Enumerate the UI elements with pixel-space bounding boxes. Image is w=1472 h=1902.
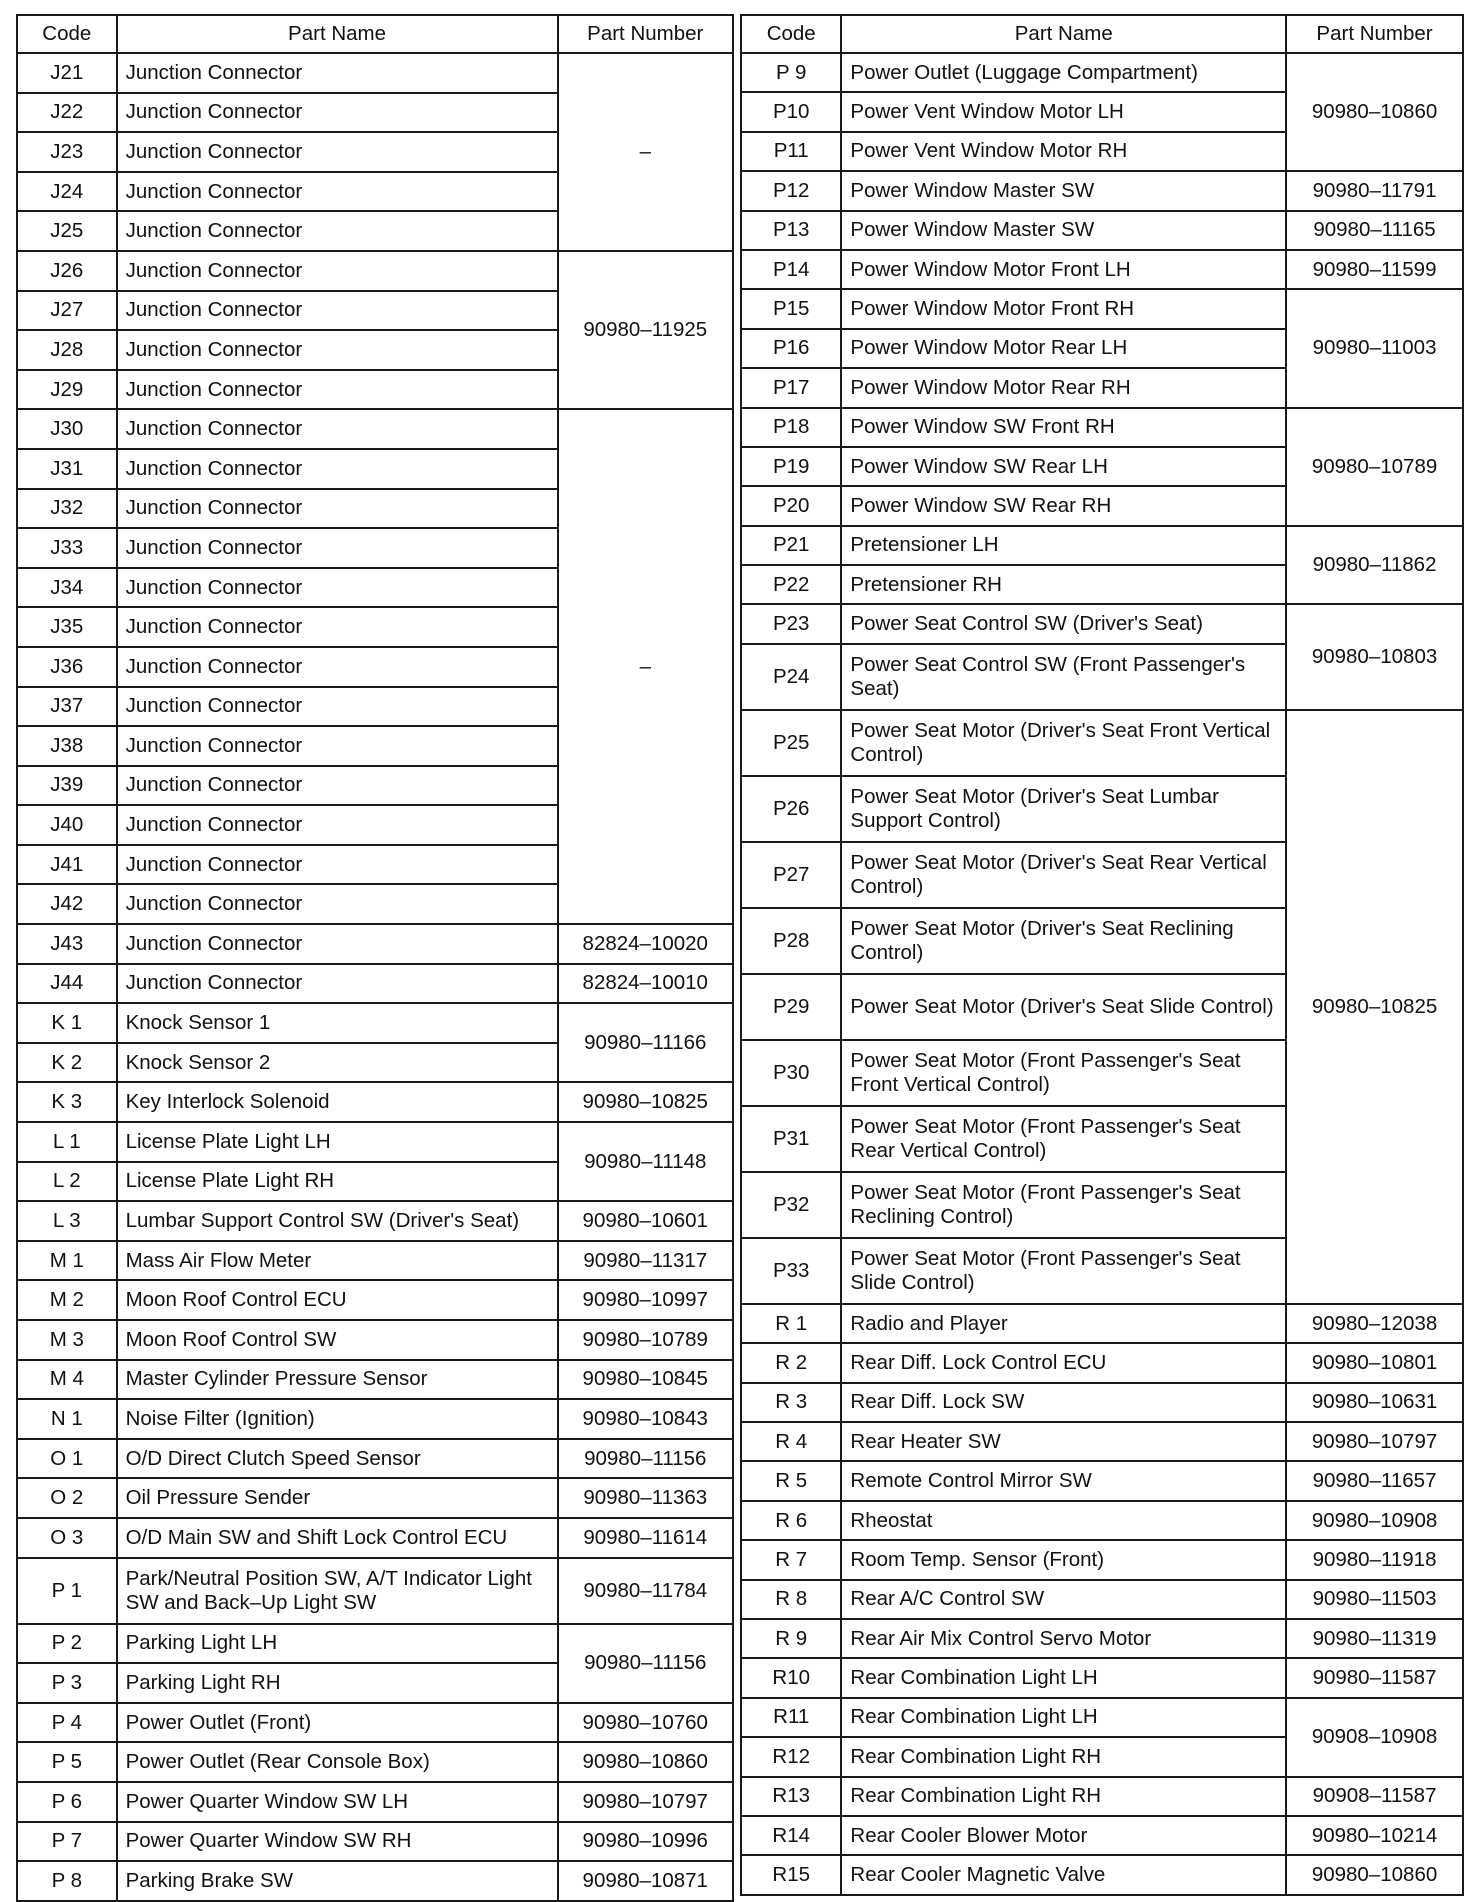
part-number-cell: 90980–11166 [558, 1003, 733, 1082]
table-row [17, 1624, 733, 1664]
part-number-cell: 90980–10860 [1286, 1855, 1463, 1894]
part-number-cell: 90980–10843 [558, 1399, 733, 1439]
code-cell: J42 [17, 884, 117, 924]
part-name-cell: Rear Diff. Lock SW [841, 1383, 1286, 1422]
part-name-cell: Junction Connector [117, 647, 558, 687]
code-cell: P 3 [17, 1663, 117, 1703]
code-cell: P10 [741, 92, 841, 131]
code-cell: P 1 [17, 1558, 117, 1624]
table-row [741, 1422, 1463, 1461]
table-row [741, 1619, 1463, 1658]
part-name-cell: O/D Direct Clutch Speed Sensor [117, 1439, 558, 1479]
code-cell: P17 [741, 368, 841, 407]
part-number-cell: 90980–10860 [1286, 53, 1463, 171]
code-cell: P22 [741, 565, 841, 604]
part-name-cell: Knock Sensor 2 [117, 1043, 558, 1083]
code-cell: P11 [741, 132, 841, 171]
part-number-cell: 90980–11925 [558, 251, 733, 409]
part-number-cell: 90980–11003 [1286, 289, 1463, 407]
code-cell: L 3 [17, 1201, 117, 1241]
code-cell: P28 [741, 908, 841, 974]
part-name-cell: Power Window Motor Front LH [841, 250, 1286, 289]
part-name-cell: Power Window Motor Front RH [841, 289, 1286, 328]
code-cell: N 1 [17, 1399, 117, 1439]
part-name-cell: Junction Connector [117, 409, 558, 449]
code-cell: P27 [741, 842, 841, 908]
code-cell: P15 [741, 289, 841, 328]
part-name-cell: Junction Connector [117, 726, 558, 766]
part-name-cell: Junction Connector [117, 211, 558, 251]
code-cell: P26 [741, 776, 841, 842]
code-cell: J40 [17, 805, 117, 845]
code-cell: R 7 [741, 1540, 841, 1579]
code-cell: R 5 [741, 1461, 841, 1500]
code-cell: J44 [17, 964, 117, 1004]
part-name-cell: Junction Connector [117, 53, 558, 93]
part-number-cell: 90980–11587 [1286, 1658, 1463, 1697]
table-row [17, 1861, 733, 1901]
part-name-cell: Rear Combination Light LH [841, 1658, 1286, 1697]
code-cell: P 4 [17, 1703, 117, 1743]
code-cell: R 6 [741, 1501, 841, 1540]
part-name-cell: Power Window Master SW [841, 171, 1286, 210]
part-name-cell: Rear Combination Light RH [841, 1777, 1286, 1816]
part-name-cell: Power Vent Window Motor RH [841, 132, 1286, 171]
table-row [741, 604, 1463, 643]
part-name-cell: Junction Connector [117, 845, 558, 885]
table-row [17, 1478, 733, 1518]
code-cell: M 3 [17, 1320, 117, 1360]
part-name-cell: Power Seat Motor (Driver's Seat Slide Control) [841, 974, 1286, 1040]
code-cell: K 1 [17, 1003, 117, 1043]
header-part-number: Part Number [558, 15, 733, 53]
code-cell: J28 [17, 330, 117, 370]
part-name-cell: Rear Cooler Blower Motor [841, 1816, 1286, 1855]
part-number-cell: 90980–11363 [558, 1478, 733, 1518]
code-cell: R15 [741, 1855, 841, 1894]
code-cell: J25 [17, 211, 117, 251]
part-number-cell: 90980–11918 [1286, 1540, 1463, 1579]
code-cell: P 8 [17, 1861, 117, 1901]
code-cell: P33 [741, 1238, 841, 1304]
part-name-cell: Lumbar Support Control SW (Driver's Seat) [117, 1201, 558, 1241]
code-cell: J34 [17, 568, 117, 608]
table-row [741, 289, 1463, 328]
code-cell: J35 [17, 607, 117, 647]
part-name-cell: License Plate Light LH [117, 1122, 558, 1162]
code-cell: R13 [741, 1777, 841, 1816]
header-part-number: Part Number [1286, 15, 1463, 53]
code-cell: R12 [741, 1737, 841, 1776]
part-name-cell: Rear Combination Light RH [841, 1737, 1286, 1776]
part-name-cell: Room Temp. Sensor (Front) [841, 1540, 1286, 1579]
part-name-cell: Parking Light LH [117, 1624, 558, 1664]
part-number-cell: 90980–10908 [1286, 1501, 1463, 1540]
table-row [17, 1003, 733, 1043]
part-number-cell: 90980–11503 [1286, 1580, 1463, 1619]
table-row [741, 1383, 1463, 1422]
part-number-cell: 90980–10789 [1286, 408, 1463, 526]
code-cell: R11 [741, 1698, 841, 1737]
part-number-cell: 90980–11791 [1286, 171, 1463, 210]
part-number-cell: 82824–10020 [558, 924, 733, 964]
code-cell: R 9 [741, 1619, 841, 1658]
code-cell: P 2 [17, 1624, 117, 1664]
code-cell: P19 [741, 447, 841, 486]
part-number-cell: 90980–10760 [558, 1703, 733, 1743]
table-row [17, 1320, 733, 1360]
table-row [17, 251, 733, 291]
code-cell: J23 [17, 132, 117, 172]
header-part-name: Part Name [841, 15, 1286, 53]
part-number-cell: 90980–10825 [558, 1082, 733, 1122]
part-name-cell: Junction Connector [117, 93, 558, 133]
part-name-cell: Knock Sensor 1 [117, 1003, 558, 1043]
code-cell: P 7 [17, 1822, 117, 1862]
part-number-cell: 90980–10214 [1286, 1816, 1463, 1855]
part-number-cell: 90980–11317 [558, 1241, 733, 1281]
table-row [17, 53, 733, 93]
part-name-cell: Power Seat Motor (Front Passenger's Seat Slide Control) [841, 1238, 1286, 1304]
part-name-cell: Junction Connector [117, 607, 558, 647]
table-row [741, 408, 1463, 447]
part-number-cell: 90980–10860 [558, 1742, 733, 1782]
code-cell: J37 [17, 687, 117, 727]
code-cell: P30 [741, 1040, 841, 1106]
code-cell: J27 [17, 291, 117, 331]
code-cell: R 2 [741, 1343, 841, 1382]
part-name-cell: Parking Light RH [117, 1663, 558, 1703]
part-name-cell: Rear Cooler Magnetic Valve [841, 1855, 1286, 1894]
table-row [741, 171, 1463, 210]
part-number-cell: 90980–10801 [1286, 1343, 1463, 1382]
table-row [741, 1540, 1463, 1579]
code-cell: O 2 [17, 1478, 117, 1518]
part-name-cell: Junction Connector [117, 132, 558, 172]
code-cell: J26 [17, 251, 117, 291]
part-name-cell: License Plate Light RH [117, 1162, 558, 1202]
part-name-cell: Rear Air Mix Control Servo Motor [841, 1619, 1286, 1658]
part-number-cell: 90980–11148 [558, 1122, 733, 1201]
table-row [17, 1280, 733, 1320]
part-name-cell: Junction Connector [117, 330, 558, 370]
code-cell: J36 [17, 647, 117, 687]
code-cell: P18 [741, 408, 841, 447]
table-row [17, 924, 733, 964]
part-number-cell: 90908–11587 [1286, 1777, 1463, 1816]
part-name-cell: Junction Connector [117, 370, 558, 410]
part-name-cell: Noise Filter (Ignition) [117, 1399, 558, 1439]
part-name-cell: Power Seat Motor (Front Passenger's Seat Rear Vertical Control) [841, 1106, 1286, 1172]
part-name-cell: Power Window SW Front RH [841, 408, 1286, 447]
part-name-cell: Junction Connector [117, 884, 558, 924]
code-cell: K 2 [17, 1043, 117, 1083]
code-cell: P32 [741, 1172, 841, 1238]
part-number-cell: 90980–10825 [1286, 710, 1463, 1304]
table-row [17, 1122, 733, 1162]
table-row [17, 1822, 733, 1862]
code-cell: L 2 [17, 1162, 117, 1202]
part-number-cell: 90980–11614 [558, 1518, 733, 1558]
code-cell: R 4 [741, 1422, 841, 1461]
table-row [741, 1501, 1463, 1540]
table-row [741, 1816, 1463, 1855]
table-row [17, 1082, 733, 1122]
part-name-cell: Pretensioner RH [841, 565, 1286, 604]
code-cell: P 9 [741, 53, 841, 92]
part-number-cell: 90980–10601 [558, 1201, 733, 1241]
code-cell: R 8 [741, 1580, 841, 1619]
part-number-cell: 82824–10010 [558, 964, 733, 1004]
part-name-cell: Key Interlock Solenoid [117, 1082, 558, 1122]
part-name-cell: Power Window Motor Rear RH [841, 368, 1286, 407]
header-part-name: Part Name [117, 15, 558, 53]
table-row [741, 1343, 1463, 1382]
table-row [741, 1777, 1463, 1816]
part-name-cell: Power Quarter Window SW RH [117, 1822, 558, 1862]
part-name-cell: Junction Connector [117, 964, 558, 1004]
part-name-cell: Moon Roof Control SW [117, 1320, 558, 1360]
part-name-cell: Power Seat Motor (Driver's Seat Lumbar Support Control) [841, 776, 1286, 842]
code-cell: M 2 [17, 1280, 117, 1320]
part-name-cell: Power Seat Motor (Driver's Seat Reclining Control) [841, 908, 1286, 974]
part-name-cell: Rheostat [841, 1501, 1286, 1540]
code-cell: J29 [17, 370, 117, 410]
part-name-cell: Remote Control Mirror SW [841, 1461, 1286, 1500]
table-row [17, 1782, 733, 1822]
part-name-cell: Power Quarter Window SW LH [117, 1782, 558, 1822]
code-cell: R 3 [741, 1383, 841, 1422]
code-cell: P13 [741, 211, 841, 250]
part-number-cell: 90980–10803 [1286, 604, 1463, 709]
part-name-cell: Parking Brake SW [117, 1861, 558, 1901]
code-cell: L 1 [17, 1122, 117, 1162]
table-row [17, 1360, 733, 1400]
code-cell: J32 [17, 489, 117, 529]
code-cell: P31 [741, 1106, 841, 1172]
part-name-cell: Rear Heater SW [841, 1422, 1286, 1461]
part-name-cell: Junction Connector [117, 251, 558, 291]
code-cell: J21 [17, 53, 117, 93]
code-cell: J24 [17, 172, 117, 212]
part-name-cell: Power Seat Control SW (Front Passenger's Seat) [841, 644, 1286, 710]
part-name-cell: Power Seat Motor (Driver's Seat Front Vertical Control) [841, 710, 1286, 776]
part-number-cell: 90980–10996 [558, 1822, 733, 1862]
code-cell: K 3 [17, 1082, 117, 1122]
part-number-cell: 90980–10845 [558, 1360, 733, 1400]
part-number-cell: 90908–10908 [1286, 1698, 1463, 1777]
code-cell: P 6 [17, 1782, 117, 1822]
code-cell: J39 [17, 766, 117, 806]
part-number-cell: 90980–10797 [1286, 1422, 1463, 1461]
part-name-cell: Pretensioner LH [841, 526, 1286, 565]
part-number-cell: 90980–11319 [1286, 1619, 1463, 1658]
parts-table-left [16, 14, 734, 1902]
part-number-cell: 90980–11156 [558, 1624, 733, 1703]
code-cell: R10 [741, 1658, 841, 1697]
part-name-cell: Junction Connector [117, 291, 558, 331]
code-cell: M 4 [17, 1360, 117, 1400]
code-cell: J22 [17, 93, 117, 133]
code-cell: R14 [741, 1816, 841, 1855]
code-cell: M 1 [17, 1241, 117, 1281]
table-row [17, 1439, 733, 1479]
code-cell: J38 [17, 726, 117, 766]
part-name-cell: Junction Connector [117, 766, 558, 806]
table-row [741, 53, 1463, 92]
part-name-cell: Junction Connector [117, 568, 558, 608]
part-name-cell: Junction Connector [117, 489, 558, 529]
part-name-cell: Power Seat Motor (Front Passenger's Seat Front Vertical Control) [841, 1040, 1286, 1106]
part-name-cell: Power Seat Motor (Driver's Seat Rear Vertical Control) [841, 842, 1286, 908]
part-name-cell: Moon Roof Control ECU [117, 1280, 558, 1320]
part-name-cell: Junction Connector [117, 449, 558, 489]
part-name-cell: Junction Connector [117, 805, 558, 845]
table-row [741, 1580, 1463, 1619]
code-cell: P14 [741, 250, 841, 289]
code-cell: P20 [741, 486, 841, 525]
part-name-cell: Rear Combination Light LH [841, 1698, 1286, 1737]
part-name-cell: Oil Pressure Sender [117, 1478, 558, 1518]
part-name-cell: Junction Connector [117, 528, 558, 568]
part-number-cell: 90980–11862 [1286, 526, 1463, 605]
part-name-cell: Junction Connector [117, 924, 558, 964]
table-row [17, 964, 733, 1004]
table-row [17, 409, 733, 449]
table-row [17, 1703, 733, 1743]
table-row [741, 250, 1463, 289]
code-cell: J41 [17, 845, 117, 885]
part-number-cell: 90980–10789 [558, 1320, 733, 1360]
part-name-cell: Power Window SW Rear RH [841, 486, 1286, 525]
part-name-cell: Power Outlet (Rear Console Box) [117, 1742, 558, 1782]
table-row [17, 1201, 733, 1241]
part-name-cell: Power Vent Window Motor LH [841, 92, 1286, 131]
parts-table-right [740, 14, 1464, 1896]
code-cell: P23 [741, 604, 841, 643]
part-number-cell: 90980–11657 [1286, 1461, 1463, 1500]
table-row [17, 1518, 733, 1558]
table-row [17, 1241, 733, 1281]
header-code: Code [741, 15, 841, 53]
table-row [17, 1558, 733, 1624]
code-cell: P24 [741, 644, 841, 710]
part-name-cell: Power Window Motor Rear LH [841, 329, 1286, 368]
part-number-cell: 90980–11599 [1286, 250, 1463, 289]
table-row [741, 1461, 1463, 1500]
part-number-cell: 90980–11165 [1286, 211, 1463, 250]
table-row [17, 1742, 733, 1782]
part-number-cell: 90980–10997 [558, 1280, 733, 1320]
code-cell: J43 [17, 924, 117, 964]
part-number-cell: 90980–11784 [558, 1558, 733, 1624]
table-row [741, 1855, 1463, 1894]
code-cell: J33 [17, 528, 117, 568]
code-cell: P29 [741, 974, 841, 1040]
part-name-cell: Radio and Player [841, 1304, 1286, 1343]
part-number-cell: 90980–11156 [558, 1439, 733, 1479]
table-row [741, 1698, 1463, 1737]
table-row [741, 526, 1463, 565]
code-cell: O 3 [17, 1518, 117, 1558]
code-cell: J31 [17, 449, 117, 489]
part-number-cell: 90980–10631 [1286, 1383, 1463, 1422]
part-name-cell: Power Outlet (Luggage Compartment) [841, 53, 1286, 92]
part-name-cell: Park/Neutral Position SW, A/T Indicator Light SW and Back–Up Light SW [117, 1558, 558, 1624]
table-row [741, 211, 1463, 250]
part-number-cell: – [558, 409, 733, 924]
part-name-cell: Rear Diff. Lock Control ECU [841, 1343, 1286, 1382]
part-name-cell: Power Window Master SW [841, 211, 1286, 250]
part-name-cell: Power Window SW Rear LH [841, 447, 1286, 486]
part-number-cell: – [558, 53, 733, 251]
part-name-cell: Rear A/C Control SW [841, 1580, 1286, 1619]
code-cell: P12 [741, 171, 841, 210]
part-name-cell: Power Outlet (Front) [117, 1703, 558, 1743]
header-code: Code [17, 15, 117, 53]
code-cell: P21 [741, 526, 841, 565]
part-name-cell: Mass Air Flow Meter [117, 1241, 558, 1281]
part-name-cell: Power Seat Motor (Front Passenger's Seat Reclining Control) [841, 1172, 1286, 1238]
code-cell: O 1 [17, 1439, 117, 1479]
code-cell: J30 [17, 409, 117, 449]
part-name-cell: Junction Connector [117, 687, 558, 727]
part-name-cell: Power Seat Control SW (Driver's Seat) [841, 604, 1286, 643]
code-cell: P 5 [17, 1742, 117, 1782]
table-row [17, 1399, 733, 1439]
table-row [741, 1658, 1463, 1697]
code-cell: R 1 [741, 1304, 841, 1343]
table-row [741, 710, 1463, 776]
table-row [741, 1304, 1463, 1343]
part-name-cell: Junction Connector [117, 172, 558, 212]
header-row [741, 15, 1463, 53]
code-cell: P16 [741, 329, 841, 368]
header-row [17, 15, 733, 53]
code-cell: P25 [741, 710, 841, 776]
part-name-cell: Master Cylinder Pressure Sensor [117, 1360, 558, 1400]
part-number-cell: 90980–10797 [558, 1782, 733, 1822]
part-name-cell: O/D Main SW and Shift Lock Control ECU [117, 1518, 558, 1558]
part-number-cell: 90980–10871 [558, 1861, 733, 1901]
part-number-cell: 90980–12038 [1286, 1304, 1463, 1343]
